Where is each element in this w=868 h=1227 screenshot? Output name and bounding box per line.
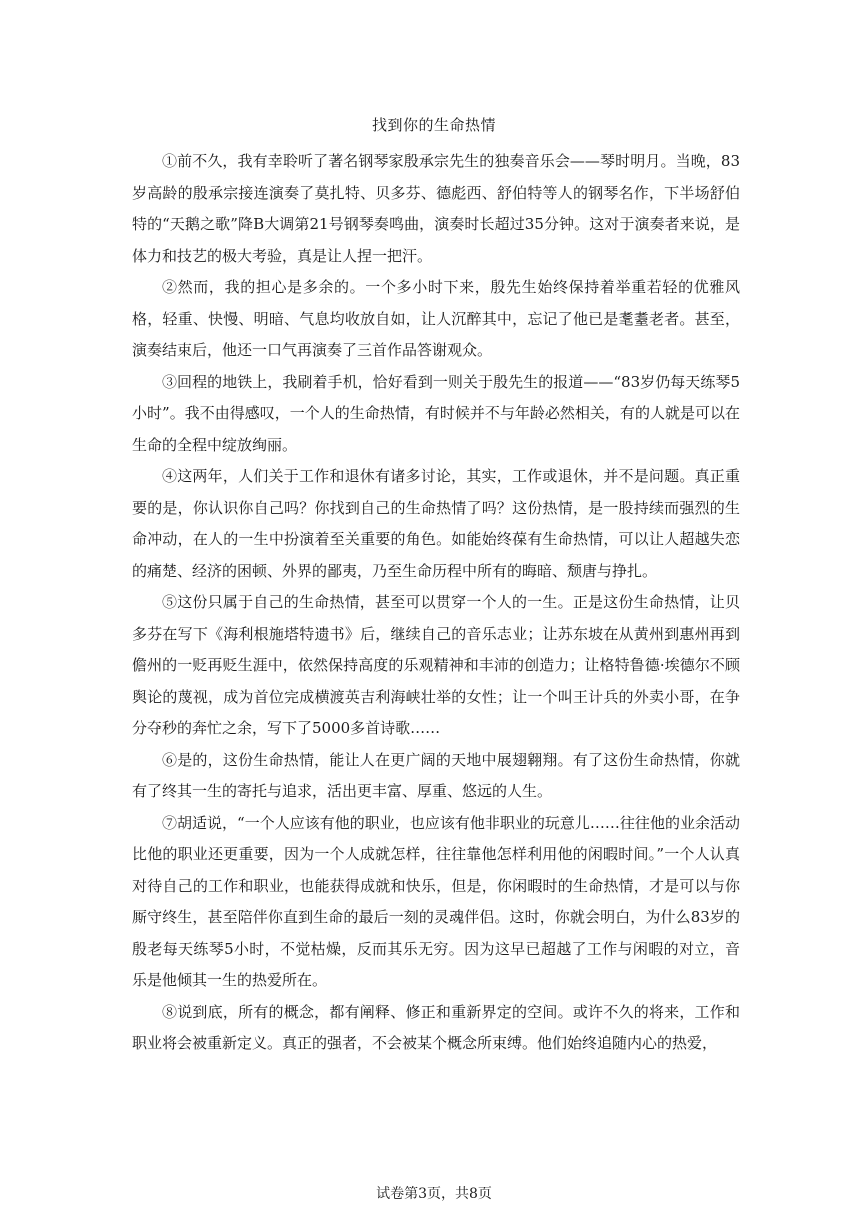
page-number-footer: 试卷第3页，共8页 xyxy=(376,1186,492,1202)
paragraph-5: ⑤这份只属于自己的生命热情，甚至可以贯穿一个人的一生。正是这份生命热情，让贝多芬在写下《海利根施塔特遗书》后，继续自己的音乐志业；让苏东坡在从黄州到惠州再到儋州的一贬再贬生涯中，依然保持高度的乐观精神和丰沛的创造力；让格特鲁德·埃德尔不顾舆论的蔑视，成为首位完成横渡英吉利海峡壮举的女性；让一个叫王计兵的外卖小哥，在争分夺秒的奔忙之余，写下了5000多首诗歌…… xyxy=(132,593,740,737)
article-body xyxy=(132,146,740,1060)
paragraph-2: ②然而，我的担心是多余的。一个多小时下来，殷先生始终保持着举重若轻的优雅风格，轻重、快慢、明暗、气息均收放自如，让人沉醉其中，忘记了他已是耄耋老者。甚至，演奏结束后，他还一口气再演奏了三首作品答谢观众。 xyxy=(132,278,740,359)
paragraph-7: ⑦胡适说，“一个人应该有他的职业，也应该有他非职业的玩意儿……往往他的业余活动比他的职业还更重要，因为一个人成就怎样，往往靠他怎样利用他的闲暇时间。”一个人认真对待自己的工作和职业，也能获得成就和快乐，但是，你闲暇时的生命热情，才是可以与你厮守终生，甚至陪伴你直到生命的最后一刻的灵魂伴侣。这时，你就会明白，为什么83岁的殷老每天练琴5小时，不觉枯燥，反而其乐无穷。因为这早已超越了工作与闲暇的对立，音乐是他倾其一生的热爱所在。 xyxy=(132,813,740,989)
article-title: 找到你的生命热情 xyxy=(371,116,496,134)
paragraph-8: ⑧说到底，所有的概念，都有阐释、修正和重新界定的空间。或许不久的将来，工作和职业将会被重新定义。真正的强者，不会被某个概念所束缚。他们始终追随内心的热爱， xyxy=(132,1002,740,1052)
paragraph-4: ④这两年，人们关于工作和退休有诸多讨论，其实，工作或退休，并不是问题。真正重要的是，你认识你自己吗？你找到自己的生命热情了吗？这份热情，是一股持续而强烈的生命冲动，在人的一生中扮演着至关重要的角色。如能始终葆有生命热情，可以让人超越失恋的痛楚、经济的困顿、外界的鄙夷，乃至生命历程中所有的晦暗、颓唐与挣扎。 xyxy=(132,467,740,580)
paragraph-3: ③回程的地铁上，我刷着手机，恰好看到一则关于殷先生的报道——“83岁仍每天练琴5小时”。我不由得感叹，一个人的生命热情，有时候并不与年龄必然相关，有的人就是可以在生命的全程中绽放绚丽。 xyxy=(132,372,740,454)
paragraph-6: ⑥是的，这份生命热情，能让人在更广阔的天地中展翅翱翔。有了这份生命热情，你就有了终其一生的寄托与追求，活出更丰富、厚重、悠远的人生。 xyxy=(132,750,740,800)
paragraph-1: ①前不久，我有幸聆听了著名钢琴家殷承宗先生的独奏音乐会——琴时明月。当晚，83岁高龄的殷承宗接连演奏了莫扎特、贝多芬、德彪西、舒伯特等人的钢琴名作，下半场舒伯特的“天鹅之歌”降B大调第21号钢琴奏鸣曲，演奏时长超过35分钟。这对于演奏者来说，是体力和技艺的极大考验，真是让人捏一把汗。 xyxy=(132,152,740,265)
